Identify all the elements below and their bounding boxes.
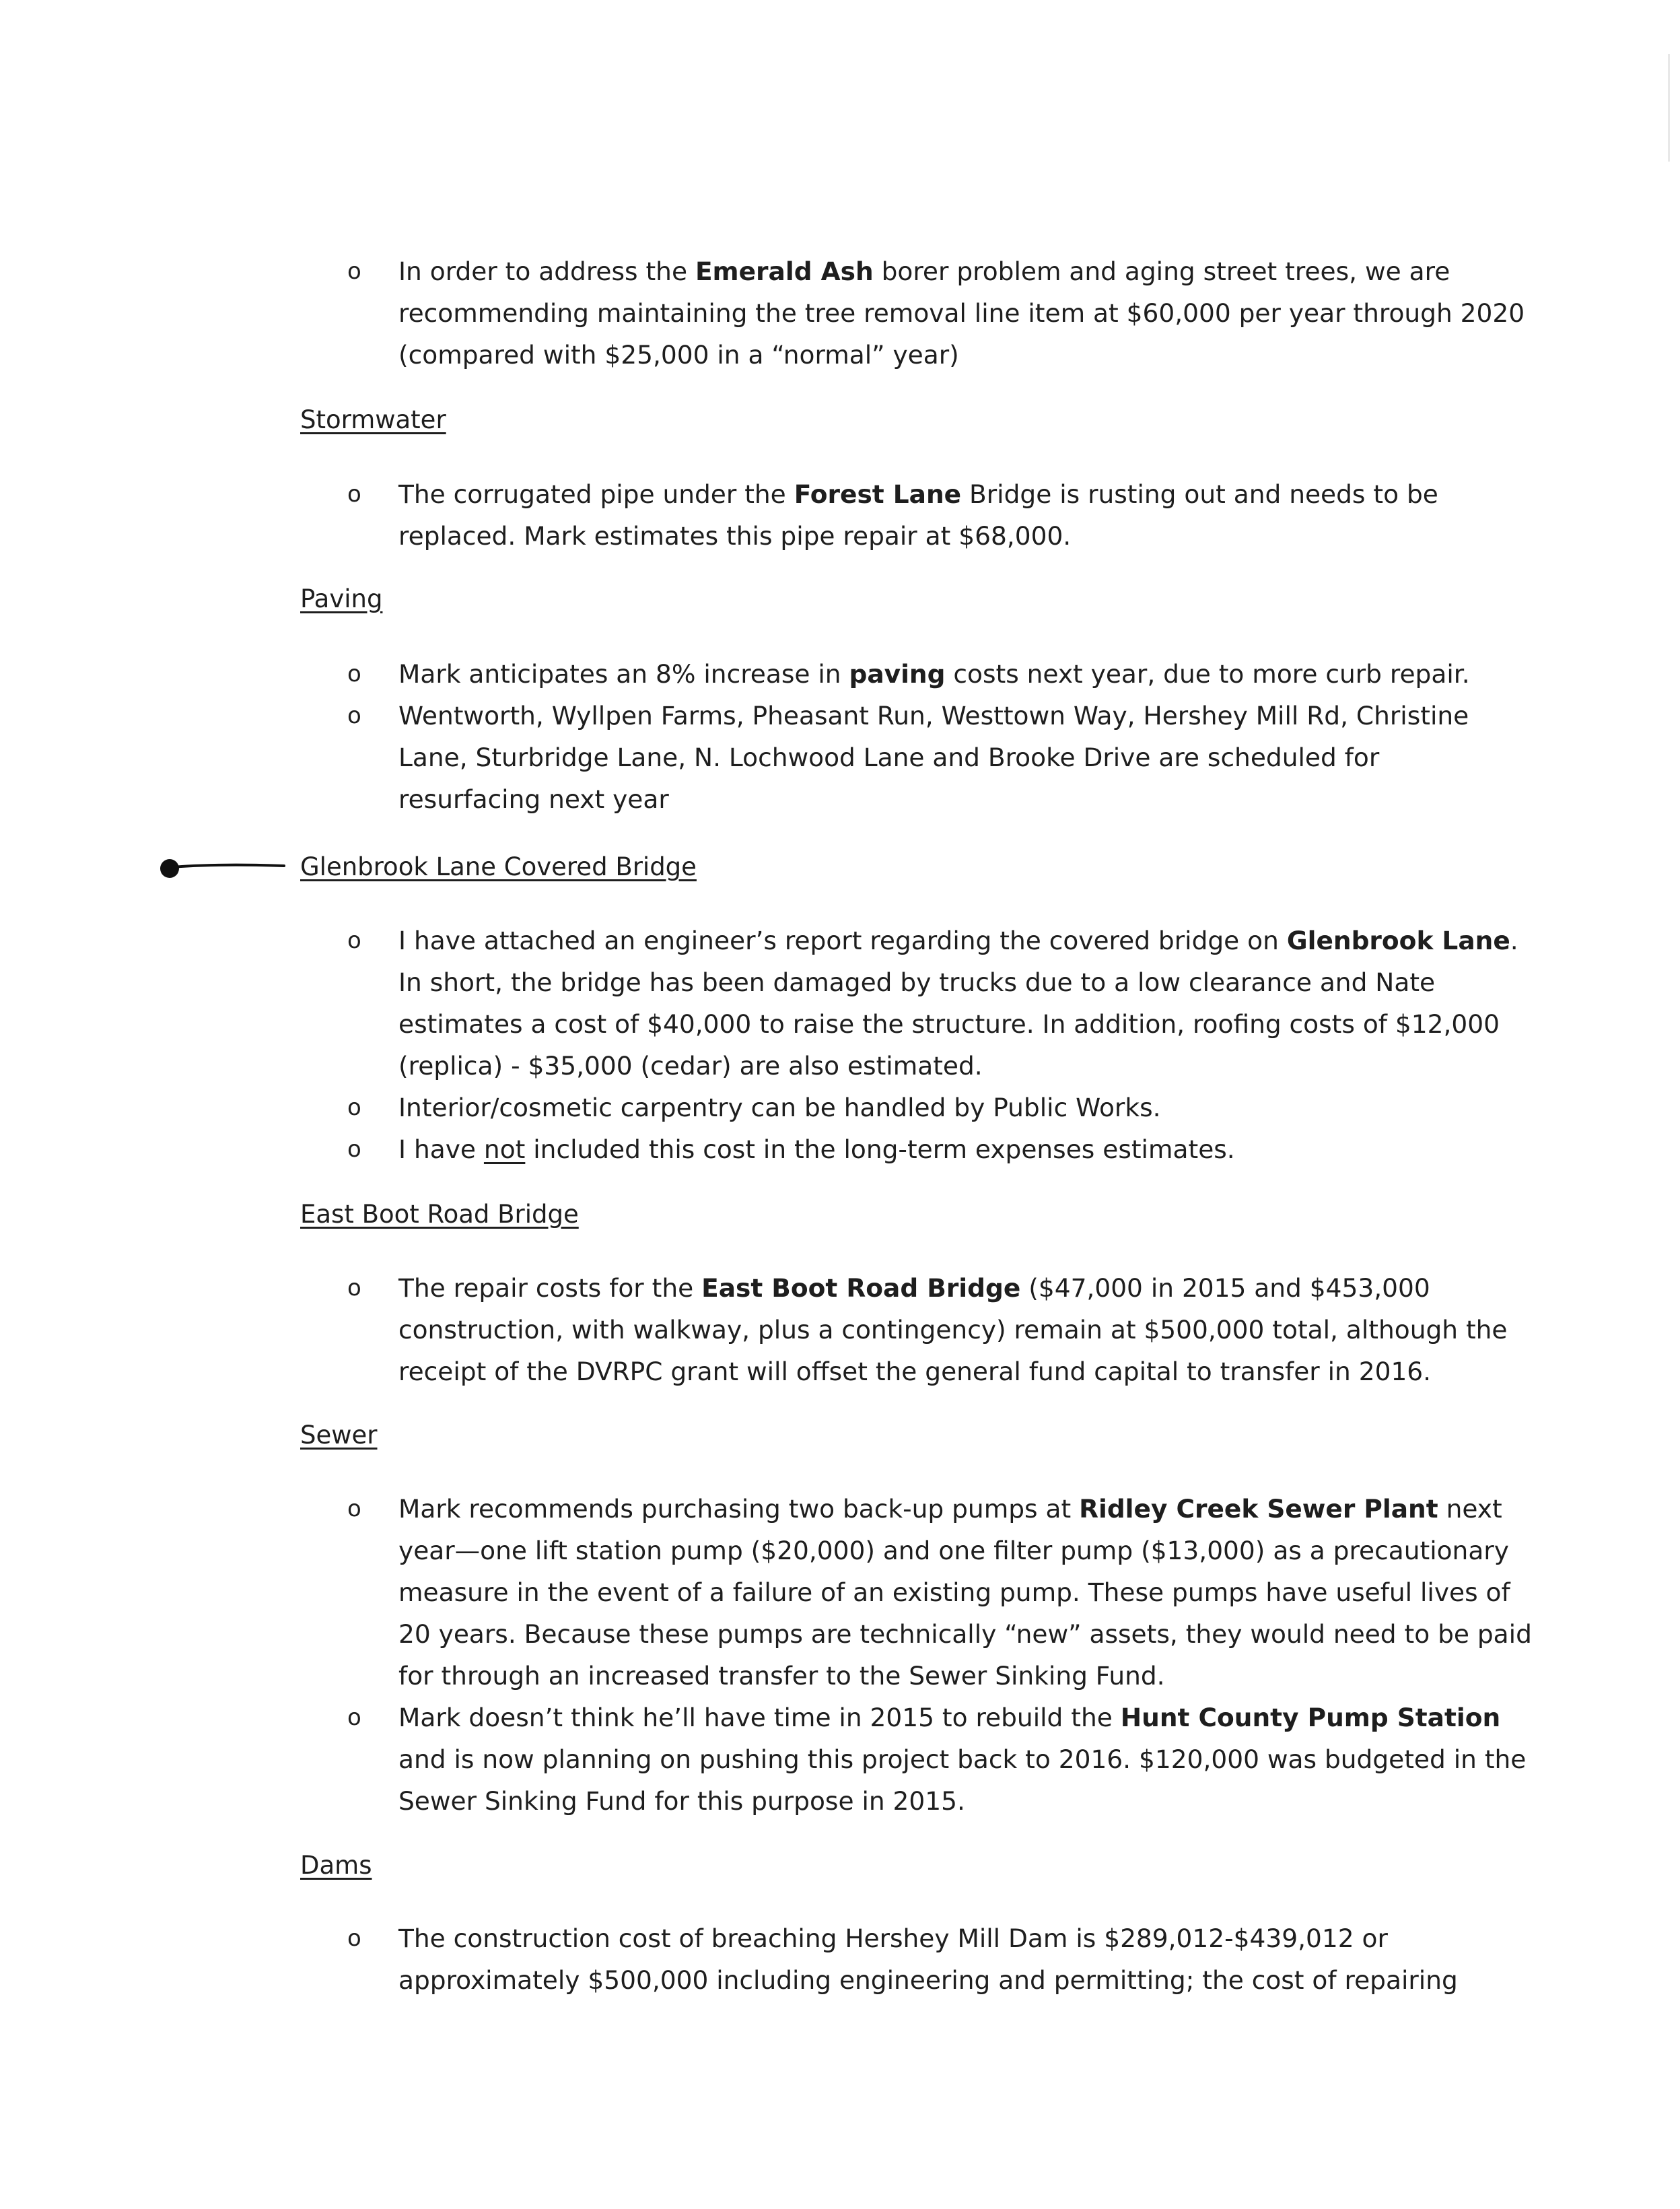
text-line: resurfacing next year — [398, 784, 669, 814]
text-line: Lane, Sturbridge Lane, N. Lochwood Lane and Brooke Drive are scheduled for — [398, 743, 1380, 772]
text-line: construction, with walkway, plus a contingency) remain at $500,000 total, although the — [398, 1315, 1508, 1345]
handwritten-pointer-mark — [152, 855, 287, 882]
text-line: recommending maintaining the tree removal line item at $60,000 per year through 2020 — [398, 298, 1525, 328]
item-text — [398, 1267, 1509, 1392]
section-heading-paving: Paving — [300, 584, 383, 613]
text-line: replaced. Mark estimates this pipe repair at $68,000. — [398, 521, 1072, 551]
bold-phrase: Glenbrook Lane — [1286, 926, 1510, 955]
item-text — [398, 1087, 1509, 1128]
bold-phrase: Forest Lane — [794, 479, 962, 509]
text-line: estimates a cost of $40,000 to raise the structure. In addition, roofing costs of $12,000 — [398, 1009, 1500, 1039]
section-heading-stormwater: Stormwater — [300, 405, 446, 434]
text-line: and is now planning on pushing this project back to 2016. $120,000 was budgeted in the — [398, 1744, 1527, 1774]
text-line: receipt of the DVRPC grant will offset the general fund capital to transfer in 2016. — [398, 1357, 1432, 1386]
section-heading-dams: Dams — [300, 1851, 372, 1880]
item-text — [398, 1488, 1532, 1697]
bullet-icon: o — [347, 258, 361, 285]
text-line: 20 years. Because these pumps are technically “new” assets, they would need to be paid — [398, 1619, 1532, 1649]
item-text — [398, 1917, 1509, 2001]
text-line: measure in the event of a failure of an existing pump. These pumps have useful lives of — [398, 1577, 1510, 1607]
bold-phrase: Emerald Ash — [695, 257, 874, 286]
bullet-icon: o — [347, 1704, 361, 1731]
bold-phrase: Hunt County Pump Station — [1120, 1703, 1501, 1732]
item-text — [398, 920, 1518, 1087]
text-line: In order to address the Emerald Ash borer problem and aging street trees, we are — [398, 257, 1450, 286]
text-line: year—one lift station pump ($20,000) and one filter pump ($13,000) as a precautionary — [398, 1536, 1509, 1565]
bold-phrase: East Boot Road Bridge — [701, 1273, 1021, 1303]
item-text — [398, 1697, 1527, 1822]
bullet-icon: o — [347, 1925, 361, 1952]
text-line: I have attached an engineer’s report regarding the covered bridge on Glenbrook Lane. — [398, 926, 1518, 955]
text-line: (replica) - $35,000 (cedar) are also estimated. — [398, 1051, 983, 1081]
item-text — [398, 653, 1509, 695]
section-heading-east-boot-road-bridge: East Boot Road Bridge — [300, 1200, 579, 1229]
bullet-icon: o — [347, 1495, 361, 1522]
item-text — [398, 695, 1509, 820]
text-line: The corrugated pipe under the Forest Lane Bridge is rusting out and needs to be — [398, 479, 1438, 509]
section-heading-sewer: Sewer — [300, 1421, 378, 1450]
bullet-icon: o — [347, 927, 361, 954]
text-line: I have not included this cost in the long-term expenses estimates. — [398, 1134, 1235, 1164]
text-line: Sewer Sinking Fund for this purpose in 2015. — [398, 1786, 965, 1816]
scan-edge-mark — [1668, 54, 1670, 162]
bullet-icon: o — [347, 1094, 361, 1121]
text-line: (compared with $25,000 in a “normal” year) — [398, 340, 959, 370]
text-line: Mark doesn’t think he’ll have time in 2015 to rebuild the Hunt County Pump Station — [398, 1703, 1501, 1732]
bullet-icon: o — [347, 660, 361, 687]
item-text — [398, 1128, 1509, 1170]
text-line: The repair costs for the East Boot Road Bridge ($47,000 in 2015 and $453,000 — [398, 1273, 1430, 1303]
bullet-icon: o — [347, 481, 361, 508]
text-line: approximately $500,000 including engineering and permitting; the cost of repairing — [398, 1965, 1458, 1995]
text-line: Mark recommends purchasing two back-up pumps at Ridley Creek Sewer Plant next — [398, 1494, 1502, 1524]
text-line: Mark anticipates an 8% increase in paving costs next year, due to more curb repair. — [398, 659, 1470, 689]
item-text — [398, 250, 1525, 376]
text-line: for through an increased transfer to the Sewer Sinking Fund. — [398, 1661, 1165, 1691]
bullet-icon: o — [347, 1275, 361, 1301]
bold-phrase: Ridley Creek Sewer Plant — [1079, 1494, 1438, 1524]
text-line: Wentworth, Wyllpen Farms, Pheasant Run, Westtown Way, Hershey Mill Rd, Christine — [398, 701, 1469, 730]
item-text — [398, 473, 1509, 557]
bullet-icon: o — [347, 1136, 361, 1163]
bullet-icon: o — [347, 702, 361, 729]
section-heading-glenbrook-bridge: Glenbrook Lane Covered Bridge — [300, 852, 697, 881]
text-line: Interior/cosmetic carpentry can be handled by Public Works. — [398, 1093, 1161, 1122]
text-line: The construction cost of breaching Hershey Mill Dam is $289,012-$439,012 or — [398, 1924, 1388, 1953]
underlined-word: not — [483, 1134, 526, 1164]
bold-phrase: paving — [849, 659, 946, 689]
text-line: In short, the bridge has been damaged by trucks due to a low clearance and Nate — [398, 967, 1436, 997]
